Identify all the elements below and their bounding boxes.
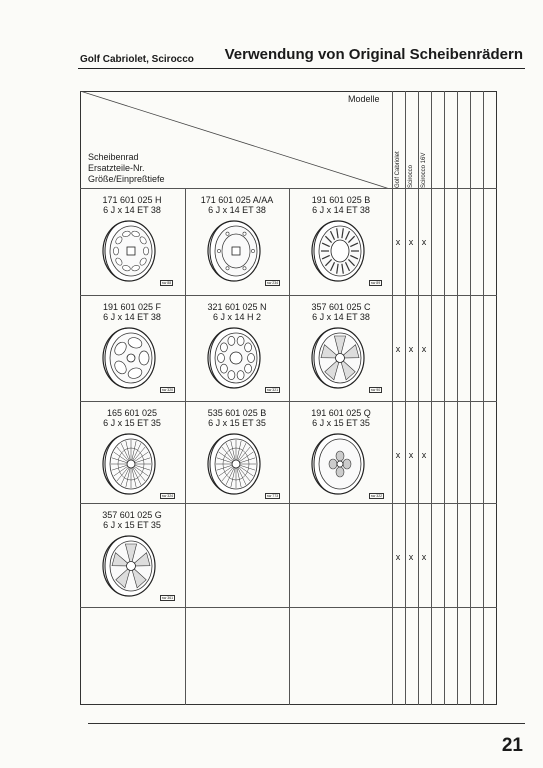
wheel-part-number: 171 601 025 A/AA [200,195,274,205]
wheel-part-number: 357 601 025 C [311,302,371,312]
figure-reference: sw 361 [162,596,174,600]
figure-reference: sw 321 [267,388,279,392]
col-divider [444,91,445,705]
model-applicability-mark: x [395,450,401,460]
wheel-illustration [201,325,263,396]
col-divider [405,91,406,705]
footer-rule [88,723,525,724]
wheel-illustration [201,431,263,502]
model-label-golf-cabriolet: Golf Cabriolet [395,151,401,188]
model-applicability-mark: x [395,552,401,562]
col-divider [457,91,458,705]
wheel-size: 6 J x 14 ET 38 [312,205,370,215]
wheel-part-number: 357 601 025 G [102,510,162,520]
model-applicability-mark: x [408,237,414,247]
wheel-size: 6 J x 14 ET 38 [312,312,370,322]
col-divider [392,91,393,705]
wheel-part-number: 165 601 025 [106,408,158,418]
figure-reference: sw 89 [371,281,381,285]
model-applicability-mark: x [408,344,414,354]
wheel-part-number: 321 601 025 N [207,302,267,312]
model-applicability-mark: x [421,344,427,354]
header-right-title: Verwendung von Original Scheibenrädern [224,46,523,63]
wheel-size: 6 J x 14 H 2 [212,312,262,322]
wheel-part-number: 171 601 025 H [102,195,162,205]
wheel-illustration [305,431,367,502]
wheel-size: 6 J x 15 ET 35 [103,418,161,428]
col-divider [289,188,290,705]
col-divider [418,91,419,705]
model-applicability-mark: x [408,552,414,562]
figure-reference: sw 320 [162,388,174,392]
wheel-size: 6 J x 14 ET 38 [103,312,161,322]
page-number: 21 [501,735,523,756]
row-header-line-2: Ersatzteile-Nr. [88,163,145,173]
wheel-illustration [305,218,367,289]
wheel-illustration [305,325,367,396]
model-applicability-mark: x [421,450,427,460]
row-header-line-1: Scheibenrad [88,152,139,162]
wheel-illustration [96,533,158,604]
model-label-scirocco: Scirocco [408,164,414,188]
figure-reference: sw 234 [267,281,279,285]
wheel-size: 6 J x 14 ET 38 [103,205,161,215]
wheel-illustration [96,325,158,396]
wheel-size: 6 J x 15 ET 35 [103,520,161,530]
col-divider [185,188,186,705]
wheel-illustration [201,218,263,289]
model-applicability-mark: x [395,344,401,354]
figure-reference: sw 90 [371,388,381,392]
col-divider [483,91,484,705]
wheel-size: 6 J x 15 ET 35 [312,418,370,428]
header-rule [78,68,525,69]
modelle-label: Modelle [348,94,380,104]
col-divider [431,91,432,705]
model-applicability-mark: x [408,450,414,460]
wheel-part-number: 191 601 025 F [102,302,162,312]
wheel-part-number: 191 601 025 B [311,195,371,205]
col-divider [470,91,471,705]
wheel-size: 6 J x 15 ET 35 [208,418,266,428]
model-applicability-mark: x [395,237,401,247]
row-header-line-3: Größe/Einpreßtiefe [88,174,165,184]
wheel-illustration [96,218,158,289]
model-label-scirocco-16v: Scirocco 16V [421,152,427,188]
header-left-title: Golf Cabriolet, Scirocco [80,54,194,65]
figure-reference: sw 324 [162,494,174,498]
figure-reference: sw 773 [267,494,279,498]
model-applicability-mark: x [421,552,427,562]
model-applicability-mark: x [421,237,427,247]
figure-reference: sw 322 [371,494,383,498]
figure-reference: sw 88 [162,281,172,285]
wheel-part-number: 535 601 025 B [207,408,267,418]
wheel-illustration [96,431,158,502]
wheel-size: 6 J x 14 ET 38 [208,205,266,215]
wheel-part-number: 191 601 025 Q [311,408,371,418]
